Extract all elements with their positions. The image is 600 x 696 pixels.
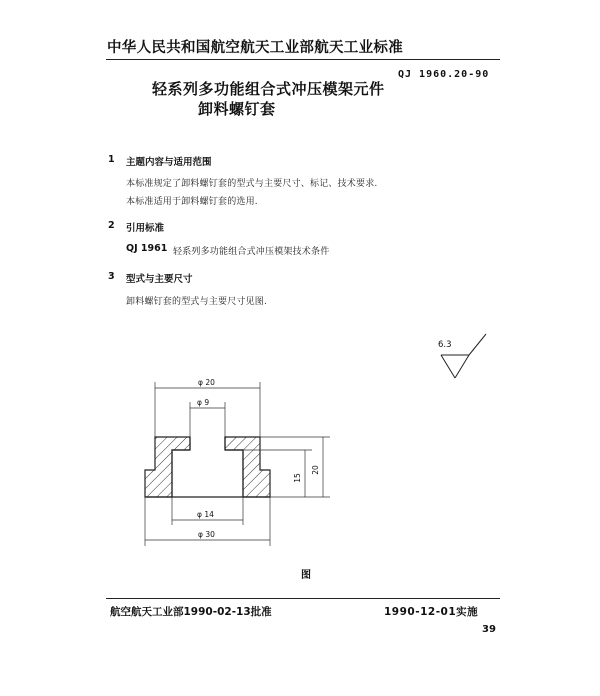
roughness-value: 6.3 [438,340,452,350]
dim-hole: φ 9 [197,398,210,407]
issuer-header: 中华人民共和国航空航天工业部航天工业标准 [107,40,403,56]
section-1-para-1: 本标准规定了卸料螺钉套的型式与主要尺寸、标记、技术要求. [126,179,378,189]
section-3-number: 3 [108,271,115,282]
dim-total-height: 20 [311,465,320,475]
section-3-para-1: 卸料螺钉套的型式与主要尺寸见图. [126,297,268,307]
reference-title: 轻系列多功能组合式冲压模架技术条件 [173,247,330,257]
section-2-title: 引用标准 [126,223,165,234]
part-section [145,437,270,497]
implementation-date: 1990-12-01实施 [384,606,479,618]
dim-bore-depth: 15 [293,473,302,483]
reference-code: QJ 1961 [126,243,168,254]
document-title: 轻系列多功能组合式冲压模架元件 [152,80,385,98]
approval-date: 航空航天工业部1990-02-13批准 [110,606,272,618]
dim-flange: φ 30 [198,530,215,539]
standard-code: QJ 1960.20-90 [398,69,490,80]
footer-rule [106,598,500,599]
figure-caption: 图 [301,570,311,581]
section-2-number: 2 [108,220,115,231]
dim-bore: φ 14 [197,510,214,519]
dim-outer-top: φ 20 [198,378,215,387]
dimension-lines [145,382,330,546]
section-1-title: 主题内容与适用范围 [126,157,212,168]
document-subtitle: 卸料螺钉套 [198,100,276,118]
page-number: 39 [482,624,496,635]
section-3-title: 型式与主要尺寸 [126,274,193,285]
section-1-para-2: 本标准适用于卸料螺钉套的选用. [126,197,258,207]
section-1-number: 1 [108,154,115,165]
